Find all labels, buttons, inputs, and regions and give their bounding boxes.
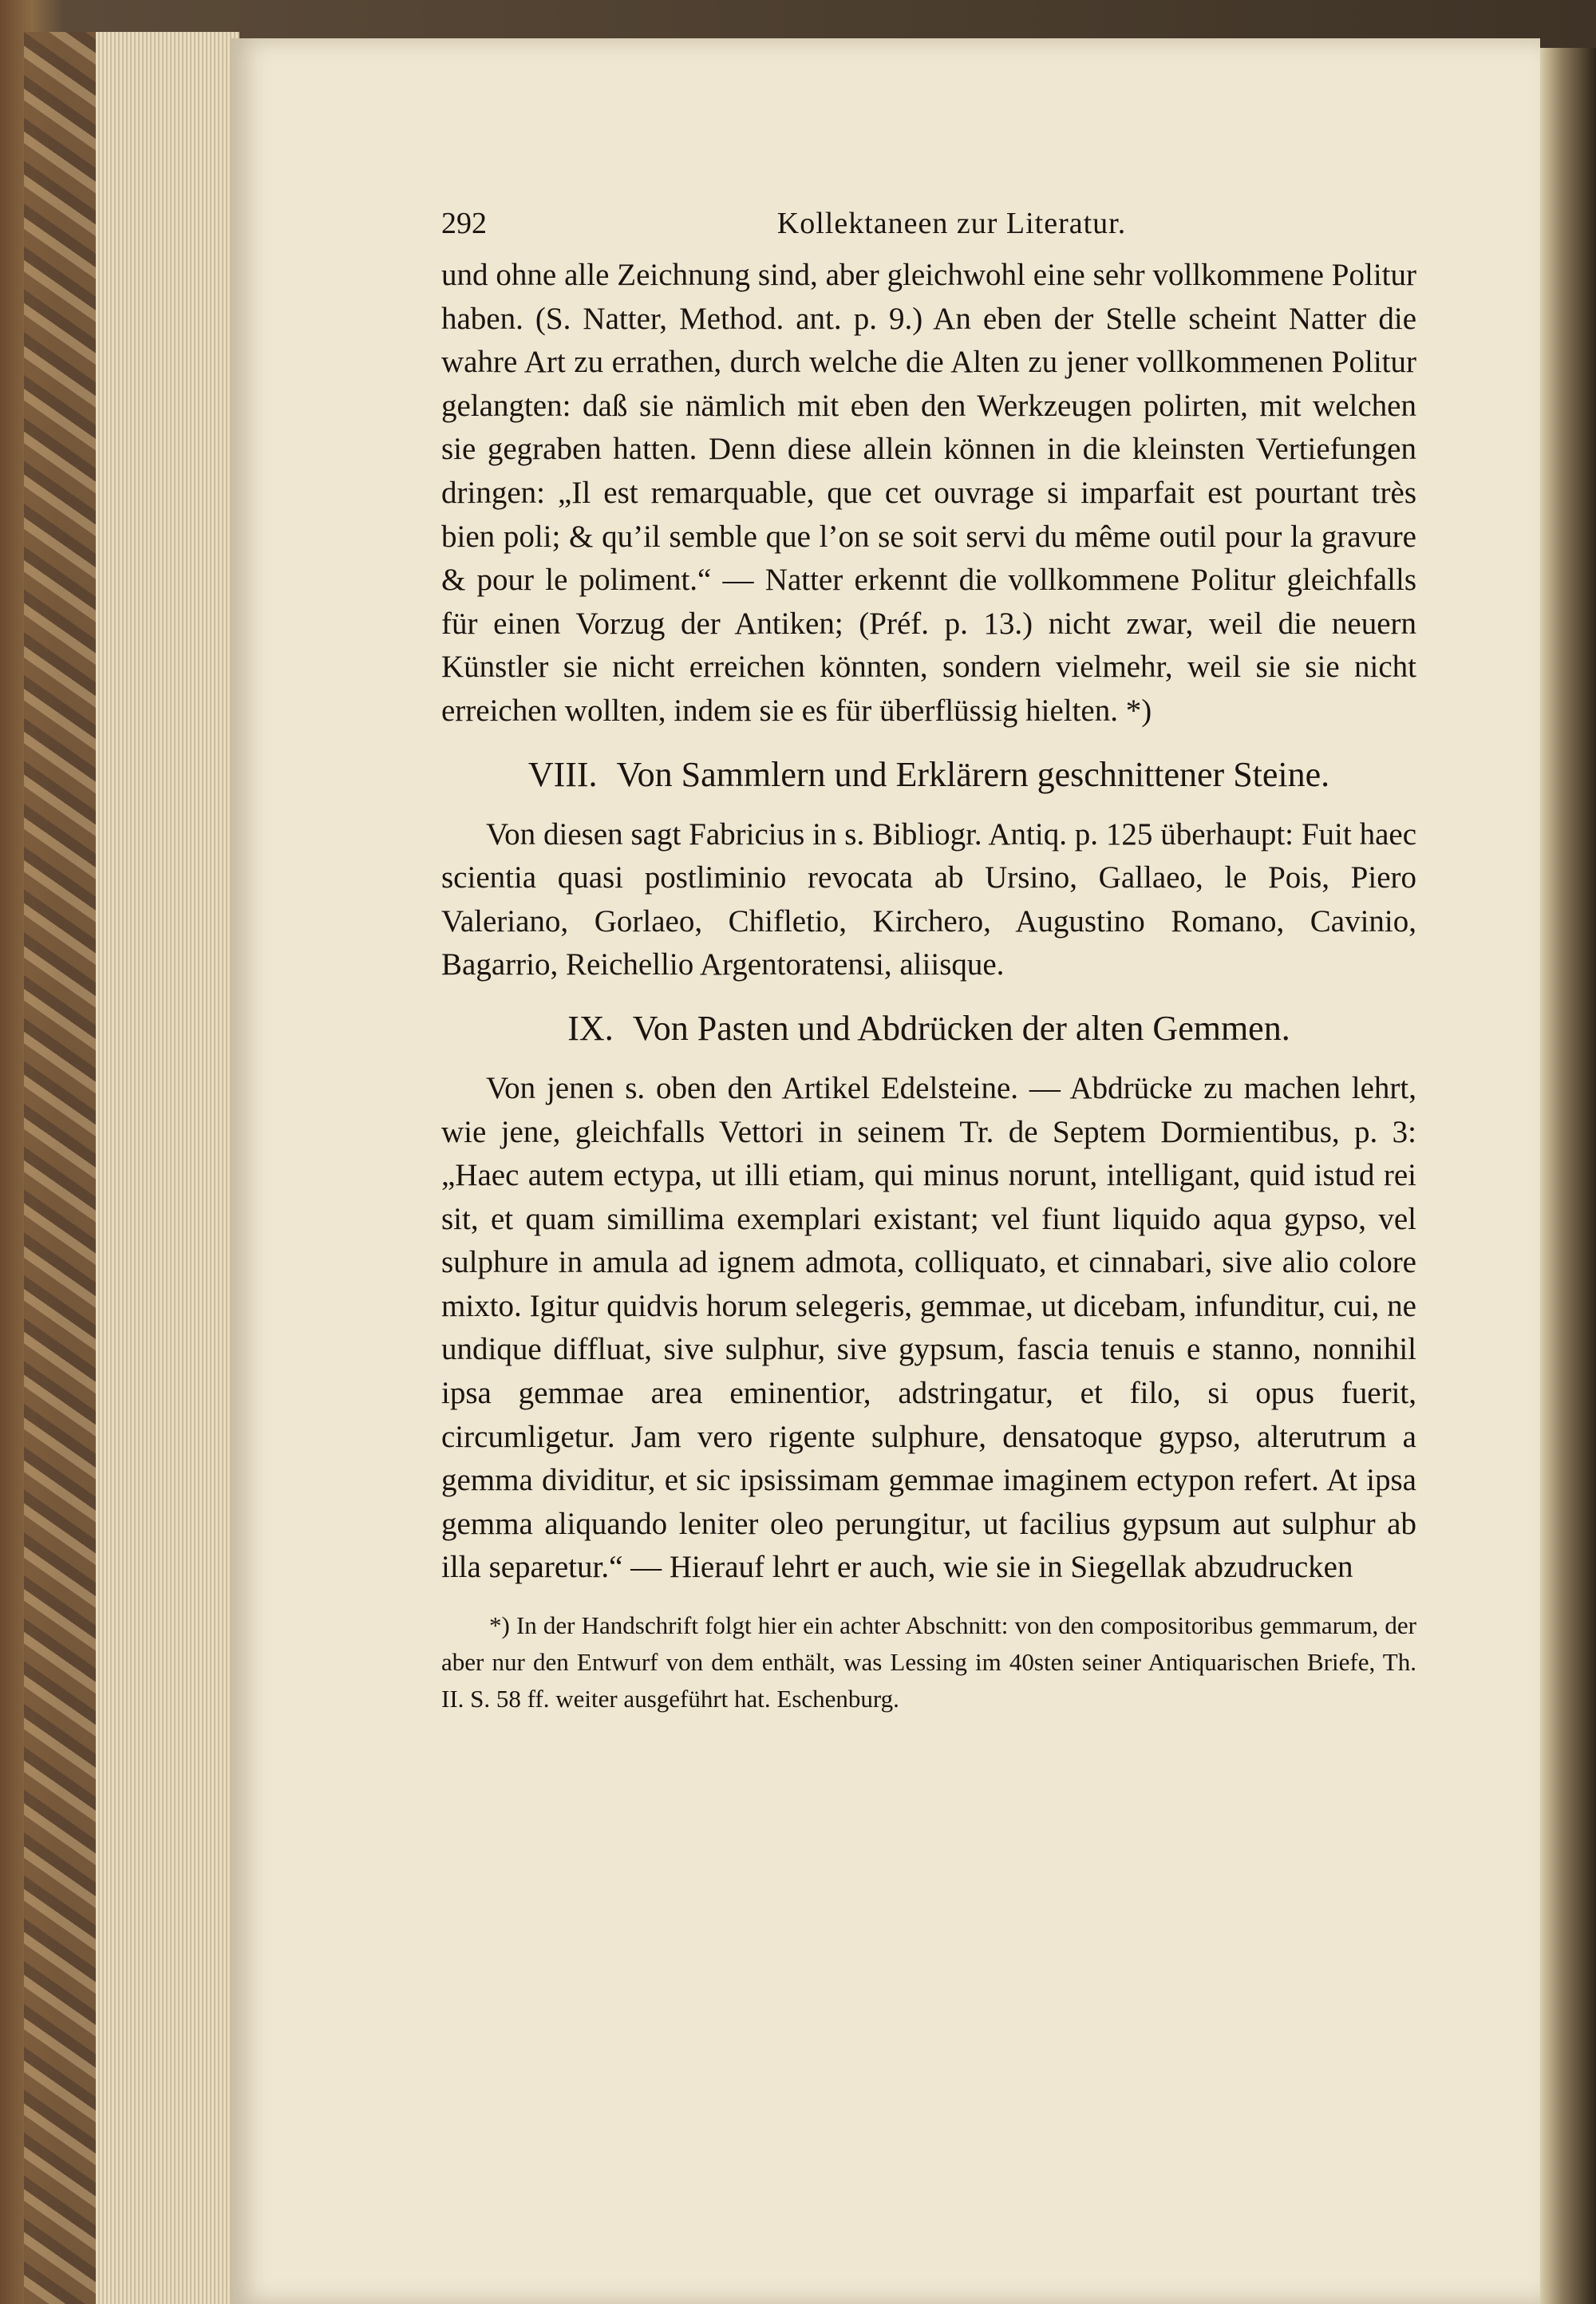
section-title-viii: Von Sammlern und Erklärern geschnittener Steine.: [616, 754, 1330, 794]
stacked-page-edges: [96, 32, 239, 2304]
section-numeral-viii: VIII.: [527, 754, 598, 794]
running-title: Kollektaneen zur Literatur.: [776, 207, 1127, 240]
body-paragraph-1: und ohne alle Zeichnung sind, aber gleichwohl eine sehr vollkommene Politur haben. (S. Natter, Method. ant. p. 9.) An eben der Stelle scheint Natter die wahre Art zu errathen, durch welche die Alten zu jener vollkommenen Politur gelangten: daß sie nämlich mit eben den Werkzeugen polirten, mit welchen sie gegraben hatten. Denn diese allein können in die kleinsten Vertiefungen dringen: „Il est remarquable, que cet ouvrage si imparfait est pourtant très bien poli; & qu’il semble que l’on se soit servi du même outil pour la gravure & pour le poliment.“ — Natter erkennt die vollkommene Politur gleichfalls für einen Vorzug der Antiken; (Préf. p. 13.) nicht zwar, weil die neuern Künstler sie nicht erreichen könnten, sondern vielmehr, weil sie sie nicht erreichen wollten, indem sie es für überflüssig hielten. *): [441, 258, 1416, 728]
footnote: *) In der Handschrift folgt hier ein achter Abschnitt: von den compositoribus gemmarum, der aber nur den Entwurf von dem enthält, was Lessing im 40sten seiner Antiquarischen Briefe, Th. II. S. 58 ff. weiter ausgeführt hat. Eschenburg.: [441, 1611, 1416, 1713]
page-content: [441, 206, 1416, 1717]
running-header: [441, 206, 1416, 254]
section-title-ix: Von Pasten und Abdrücken der alten Gemmen.: [632, 1008, 1290, 1048]
section-viii-paragraph: Von diesen sagt Fabricius in s. Bibliogr. Antiq. p. 125 überhaupt: Fuit haec scientia quasi postliminio revocata ab Ursino, Gallaeo, le Pois, Piero Valeriano, Gorlaeo, Chifletio, Kirchero, Augustino Romano, Cavinio, Bagarrio, Reichellio Argentoratensi, aliisque.: [441, 816, 1416, 982]
section-heading-ix: [441, 1005, 1416, 1053]
facing-page-edge: [1540, 48, 1596, 2304]
section-numeral-ix: IX.: [567, 1008, 614, 1048]
section-ix-paragraph: Von jenen s. oben den Artikel Edelsteine. — Abdrücke zu machen lehrt, wie jene, gleichfalls Vettori in seinem Tr. de Septem Dormientibus, p. 3: „Haec autem ectypa, ut illi etiam, qui minus norunt, intelligant, quid istud rei sit, et quam simillima exemplari existant; vel fiunt liquido aqua gypso, vel sulphure in amula ad ignem admota, colliquato, et cinnabari, sive alio colore mixto. Igitur quidvis horum selegeris, gemmae, ut dicebam, infunditur, cui, ne undique diffluat, sive sulphur, sive gypsum, fascia tenuis e stanno, nonnihil ipsa gemmae area eminentior, adstringatur, et filo, si opus fuerit, circumligetur. Jam vero rigente sulphure, densatoque gypso, alterutrum a gemma dividitur, et sic ipsissimam gemmae imaginem ectypon refert. At ipsa gemma aliquando leniter oleo perungitur, ut facilius gypsum aut sulphur ab illa separetur.“ — Hierauf lehrt er auch, wie sie in Siegellak abzudrucken: [441, 1070, 1416, 1585]
page-number: 292: [441, 207, 487, 240]
section-heading-viii: [441, 751, 1416, 799]
